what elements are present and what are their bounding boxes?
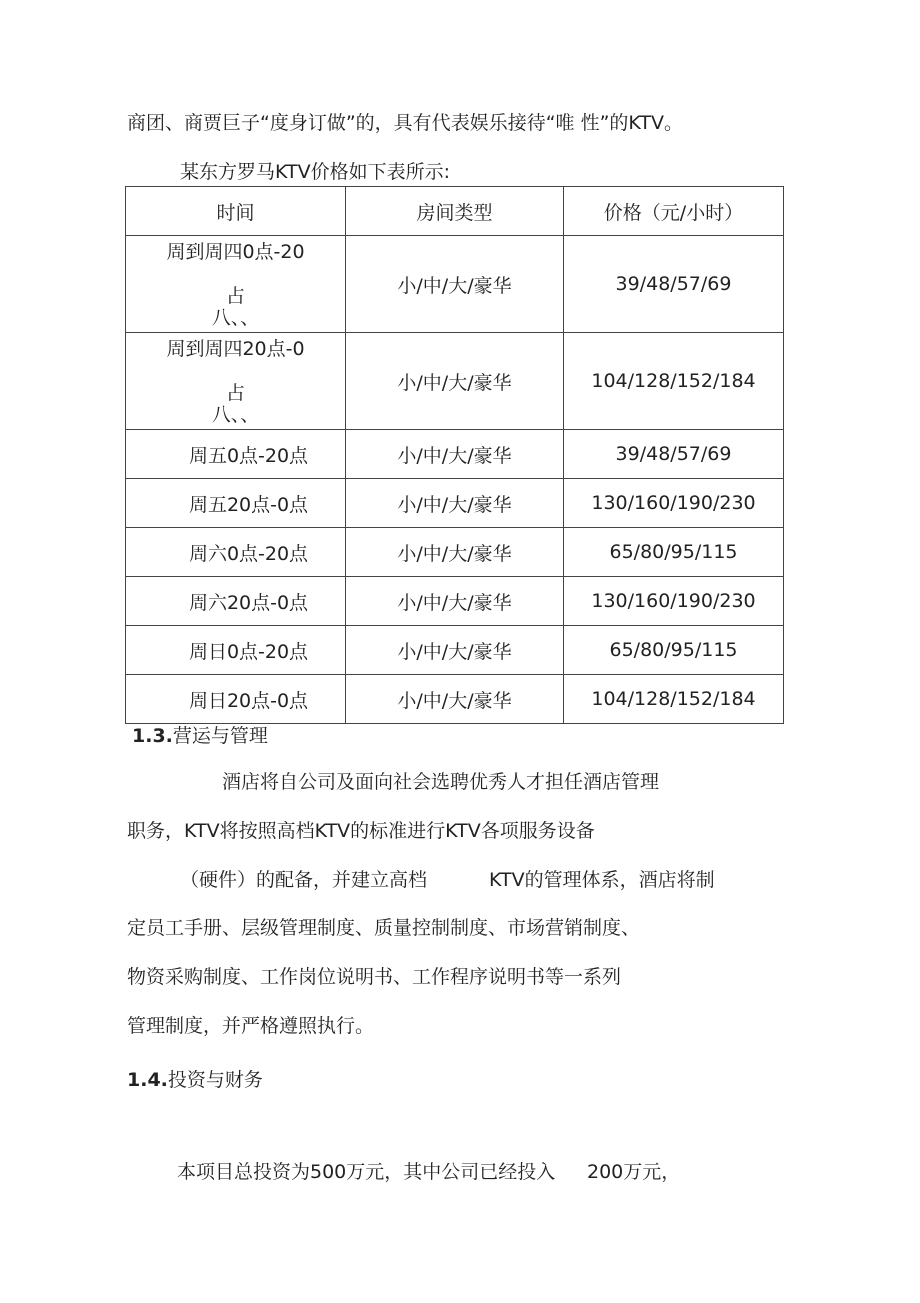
header-time: 时间 <box>126 187 346 236</box>
section-number: 1.4. <box>127 1069 168 1091</box>
investment-line-amount: 200万元， <box>587 1161 681 1183</box>
price-cell: 39/48/57/69 <box>564 430 784 479</box>
time-cell <box>126 333 346 430</box>
table-row <box>126 626 784 675</box>
room-type-cell: 小/中/大/豪华 <box>346 528 564 577</box>
price-cell: 65/80/95/115 <box>564 626 784 675</box>
header-price: 价格（元/小时） <box>564 187 784 236</box>
section-title: 营运与管理 <box>172 725 268 747</box>
price-cell: 104/128/152/184 <box>564 333 784 430</box>
price-cell: 104/128/152/184 <box>564 675 784 724</box>
mgmt-paragraph-line: 职务，KTV将按照高档KTV的标准进行KTV各项服务设备 <box>127 820 595 842</box>
table-row <box>126 577 784 626</box>
section-heading-1-4 <box>127 1068 263 1092</box>
section-title: 投资与财务 <box>167 1069 263 1091</box>
time-line-1: 周到周四0点-20 <box>166 241 305 263</box>
time-cell <box>126 236 346 333</box>
room-type-cell: 小/中/大/豪华 <box>346 430 564 479</box>
mgmt-paragraph-line: 物资采购制度、工作岗位说明书、工作程序说明书等一系列 <box>127 966 622 988</box>
price-cell: 39/48/57/69 <box>564 236 784 333</box>
time-line-2: 占 <box>225 285 245 307</box>
room-type-cell: 小/中/大/豪华 <box>346 236 564 333</box>
time-cell: 周六0点-20点 <box>126 528 346 577</box>
time-cell: 周日0点-20点 <box>126 626 346 675</box>
room-type-cell: 小/中/大/豪华 <box>346 479 564 528</box>
mgmt-paragraph-line: （硬件）的配备，并建立高档 <box>180 869 428 891</box>
mgmt-paragraph-line: KTV的管理体系，酒店将制 <box>489 869 715 891</box>
table-row <box>126 236 784 333</box>
intro-paragraph-line: 商团、商贾巨子“度身订做”的，具有代表娱乐接待“唯 性”的KTV。 <box>127 112 684 134</box>
mgmt-paragraph-line: 定员工手册、层级管理制度、质量控制制度、市场营销制度、 <box>127 917 641 939</box>
table-row <box>126 479 784 528</box>
time-cell: 周五20点-0点 <box>126 479 346 528</box>
time-line-3: 八、、 <box>211 307 260 329</box>
price-table <box>125 186 784 724</box>
table-row <box>126 430 784 479</box>
time-cell: 周日20点-0点 <box>126 675 346 724</box>
table-caption: 某东方罗马KTV价格如下表所示: <box>180 161 450 183</box>
room-type-cell: 小/中/大/豪华 <box>346 626 564 675</box>
table-header-row <box>126 187 784 236</box>
price-cell: 130/160/190/230 <box>564 479 784 528</box>
price-cell: 130/160/190/230 <box>564 577 784 626</box>
investment-line: 本项目总投资为500万元，其中公司已经投入 <box>177 1161 556 1183</box>
time-line-2: 占 <box>225 382 245 404</box>
time-cell: 周六20点-0点 <box>126 577 346 626</box>
time-line-3: 八、、 <box>211 404 260 426</box>
header-room-type: 房间类型 <box>346 187 564 236</box>
table-row <box>126 675 784 724</box>
room-type-cell: 小/中/大/豪华 <box>346 333 564 430</box>
table-row <box>126 528 784 577</box>
time-cell: 周五0点-20点 <box>126 430 346 479</box>
room-type-cell: 小/中/大/豪华 <box>346 577 564 626</box>
price-cell: 65/80/95/115 <box>564 528 784 577</box>
mgmt-paragraph-line: 管理制度，并严格遵照执行。 <box>127 1015 375 1037</box>
section-heading-1-3 <box>132 724 268 748</box>
room-type-cell: 小/中/大/豪华 <box>346 675 564 724</box>
table-row <box>126 333 784 430</box>
time-line-1: 周到周四20点-0 <box>166 338 305 360</box>
section-number: 1.3. <box>132 725 173 747</box>
mgmt-paragraph-line: 酒店将自公司及面向社会选聘优秀人才担任酒店管理 <box>222 771 660 793</box>
